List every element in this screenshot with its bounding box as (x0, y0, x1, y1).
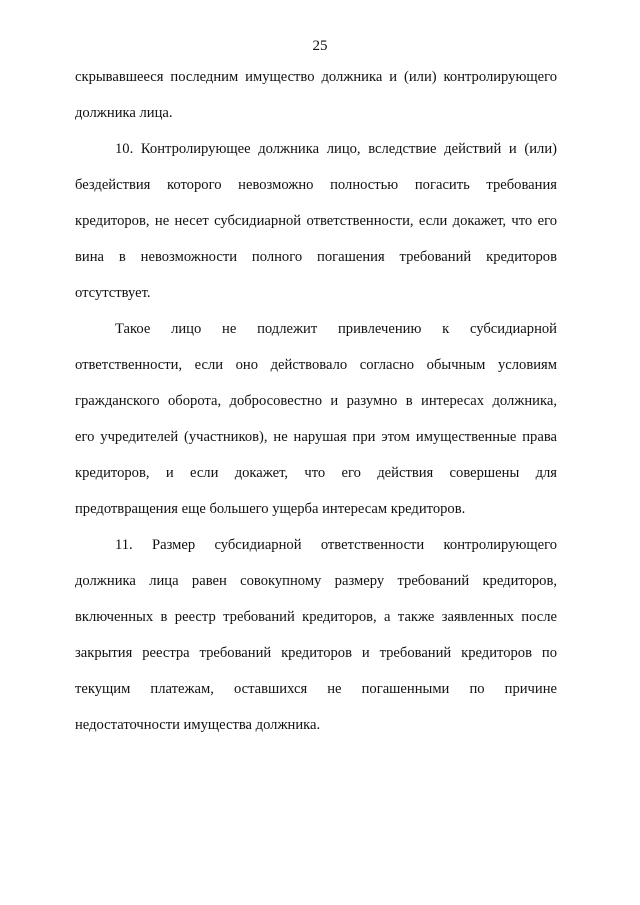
text-line: бездействия которого невозможно полностью погасить требования (75, 177, 557, 193)
text-line: включенных в реестр требований кредиторов, а также заявленных после (75, 609, 557, 625)
text-line: должника лица равен совокупному размеру требований кредиторов, (75, 573, 557, 589)
paragraph-10-first-line: 10. Контролирующее должника лицо, вследствие действий и (или) (115, 141, 557, 157)
text-line: должника лица. (75, 105, 173, 121)
paragraph-11-first-line: 11. Размер субсидиарной ответственности контролирующего (115, 537, 557, 553)
text-line: ответственности, если оно действовало согласно обычным условиям (75, 357, 557, 373)
text-line: предотвращения еще большего ущерба интересам кредиторов. (75, 501, 466, 517)
text-line: закрытия реестра требований кредиторов и требований кредиторов по (75, 645, 557, 661)
paragraph-first-line: Такое лицо не подлежит привлечению к субсидиарной (115, 321, 557, 337)
text-line: текущим платежам, оставшихся не погашенными по причине (75, 681, 557, 697)
text-line: его учредителей (участников), не нарушая при этом имущественные права (75, 429, 557, 445)
text-line: скрывавшееся последним имущество должника и (или) контролирующего (75, 69, 557, 85)
page-number: 25 (312, 38, 328, 54)
text-line: гражданского оборота, добросовестно и разумно в интересах должника, (75, 393, 557, 409)
text-line: отсутствует. (75, 285, 151, 301)
document-body (75, 70, 557, 754)
text-line: кредиторов, и если докажет, что его действия совершены для (75, 465, 557, 481)
text-line: вина в невозможности полного погашения требований кредиторов (75, 249, 557, 265)
text-line: недостаточности имущества должника. (75, 717, 321, 733)
text-line: кредиторов, не несет субсидиарной ответственности, если докажет, что его (75, 213, 557, 229)
